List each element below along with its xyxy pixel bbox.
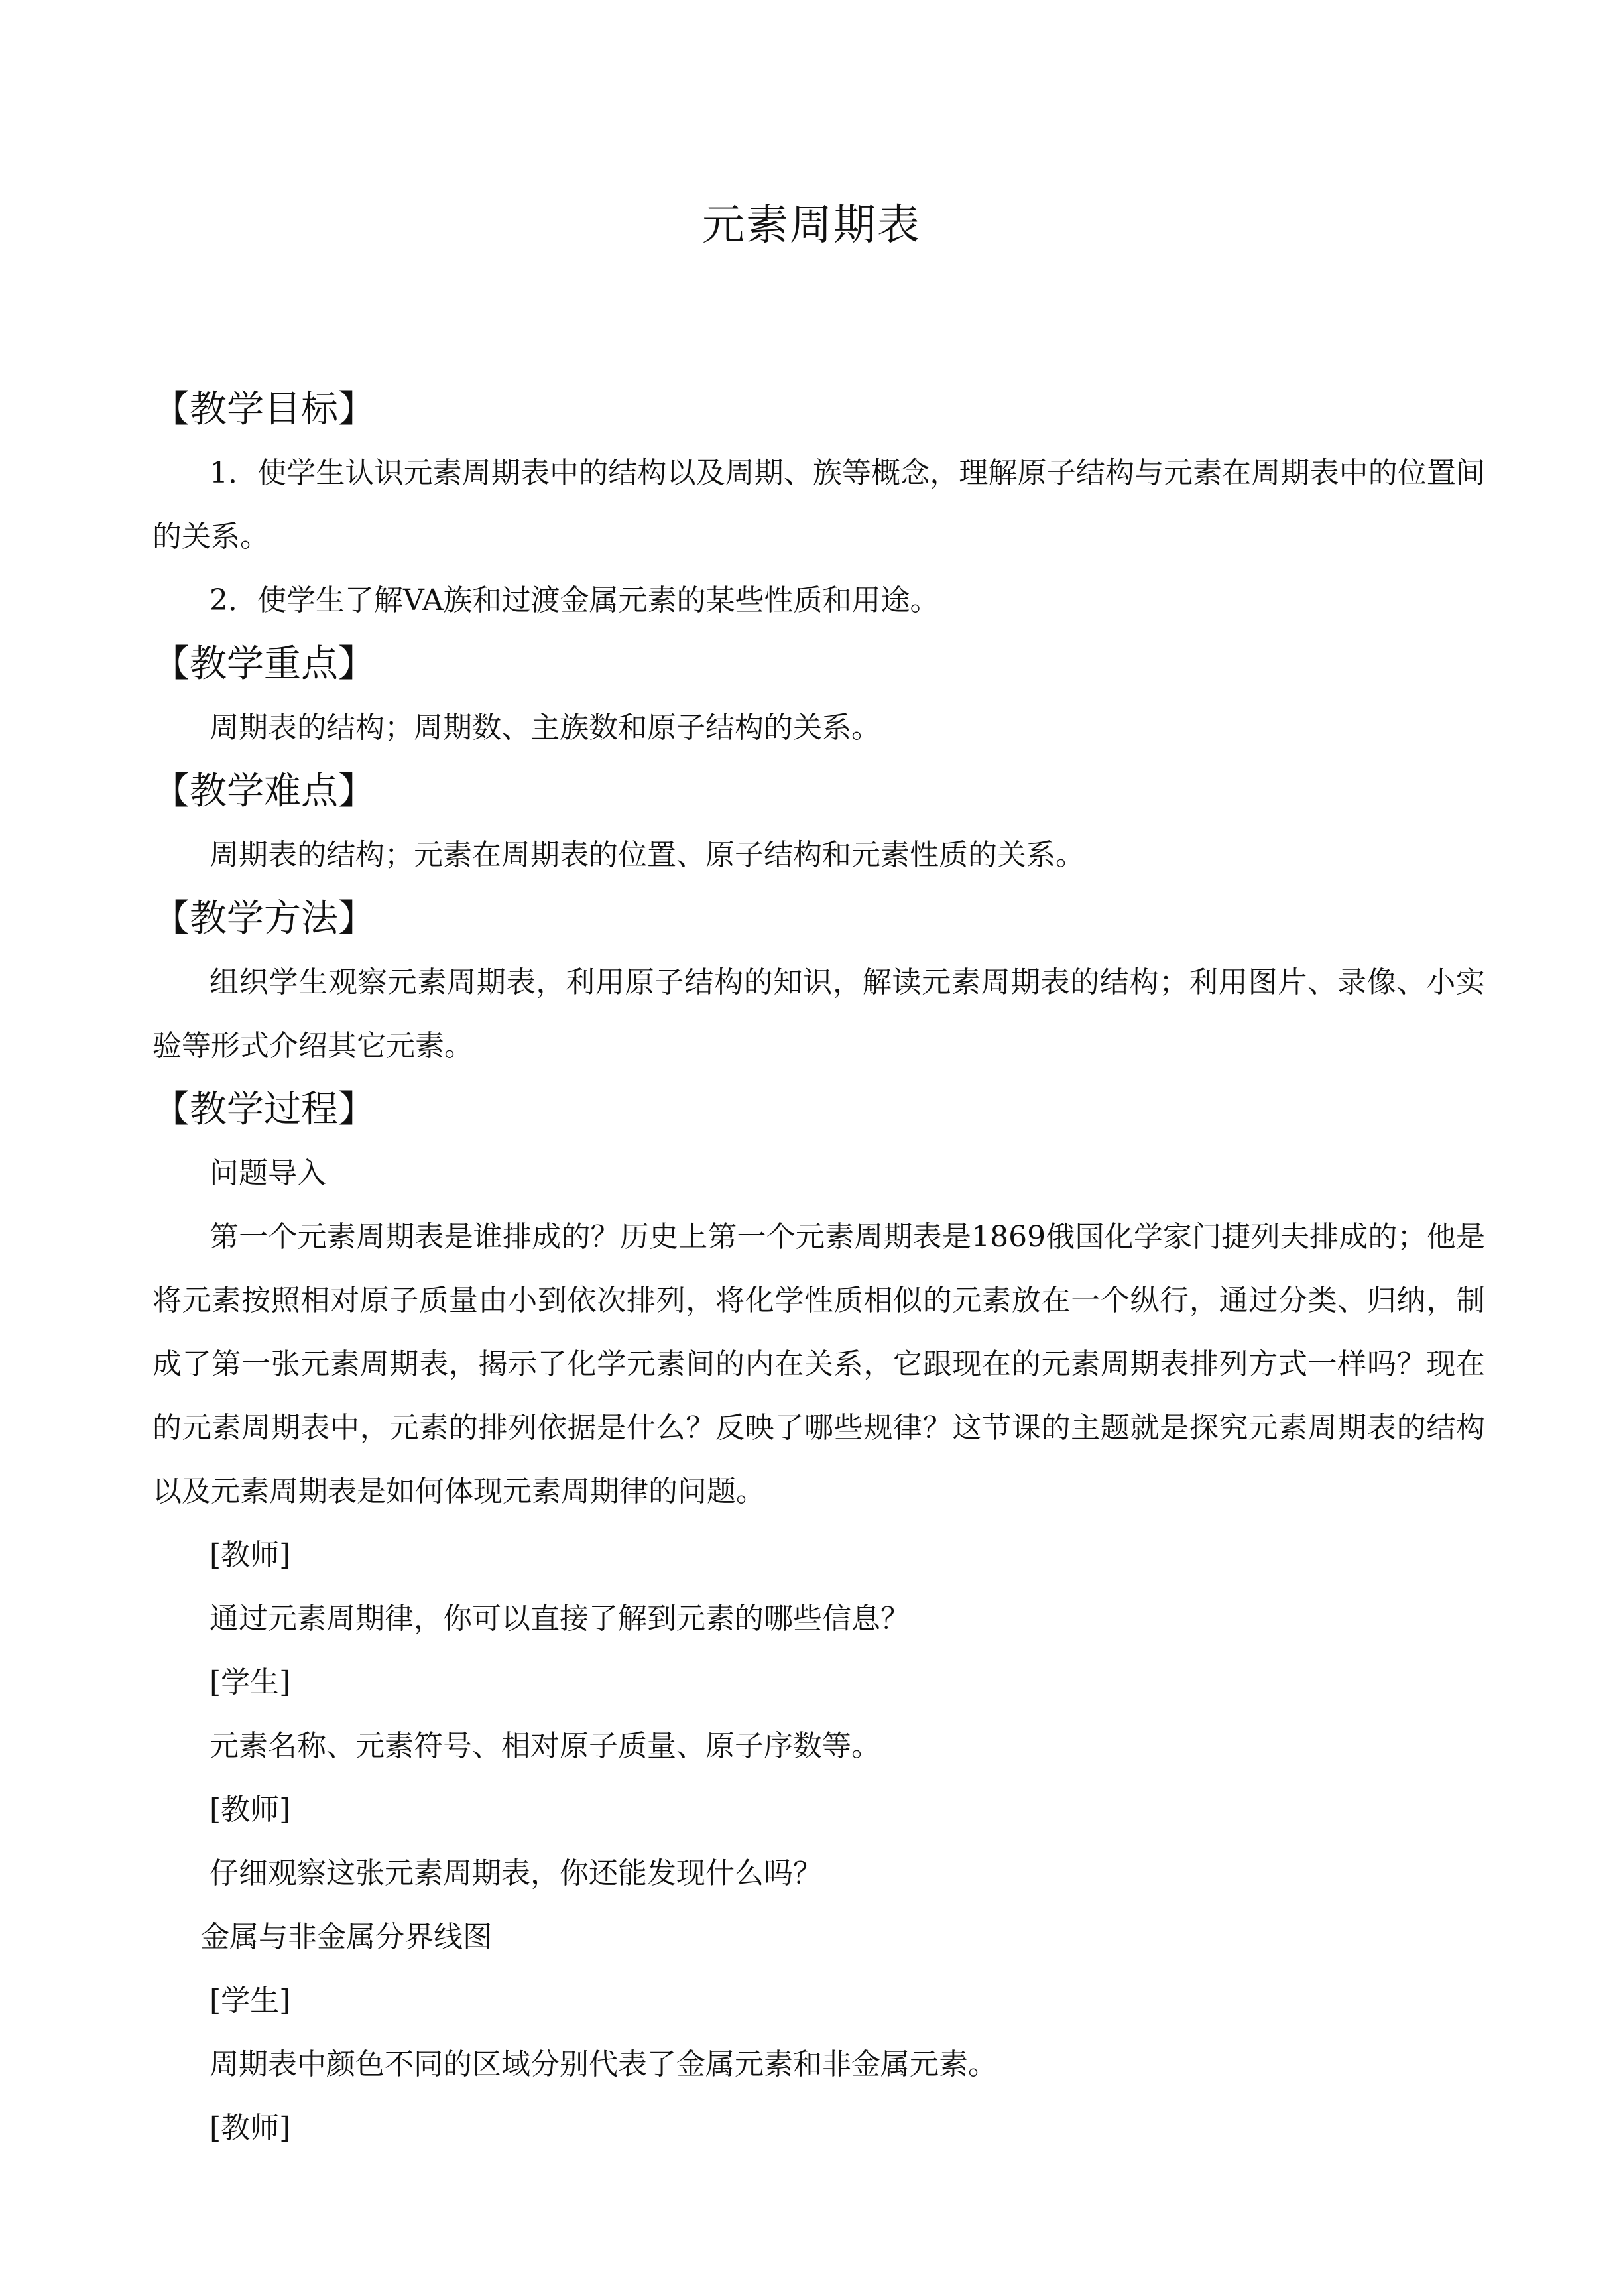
- dialogue-text: 周期表中颜色不同的区域分别代表了金属元素和非金属元素。: [210, 2047, 997, 2081]
- document-body: [152, 378, 1485, 2160]
- dialogue-role: [学生]: [210, 1665, 291, 1699]
- key-points-text: 周期表的结构；周期数、主族数和原子结构的关系。: [210, 711, 880, 745]
- page-title: 元素周期表: [702, 201, 921, 250]
- objective-item-2: 2．使学生了解VA族和过渡金属元素的某些性质和用途。: [210, 583, 939, 617]
- section-heading-objectives: 【教学目标】: [152, 388, 375, 431]
- difficulties-text: 周期表的结构；元素在周期表的位置、原子结构和元素性质的关系。: [210, 838, 1085, 872]
- section-heading-methods: 【教学方法】: [152, 897, 375, 940]
- dialogue-role: [学生]: [210, 1984, 291, 2018]
- section-heading-process: 【教学过程】: [152, 1088, 375, 1131]
- section-heading-key-points: 【教学重点】: [152, 642, 375, 686]
- dialogue-role: [教师]: [210, 1793, 291, 1827]
- dialogue-text: 通过元素周期律，你可以直接了解到元素的哪些信息？: [210, 1602, 910, 1636]
- figure-caption: 金属与非金属分界线图: [200, 1920, 492, 1954]
- dialogue-role: [教师]: [210, 1538, 291, 1572]
- dialogue-text: 元素名称、元素符号、相对原子质量、原子序数等。: [210, 1729, 880, 1763]
- dialogue-role: [教师]: [210, 2111, 291, 2145]
- intro-label: 问题导入: [210, 1156, 326, 1190]
- section-heading-difficulties: 【教学难点】: [152, 770, 375, 813]
- dialogue-text: 仔细观察这张元素周期表，你还能发现什么吗？: [210, 1856, 822, 1890]
- intro-text: 第一个元素周期表是谁排成的？历史上第一个元素周期表是1869俄国化学家门捷列夫排成的；他是将元素按照相对原子质量由小到依次排列，将化学性质相似的元素放在一个纵行，通过分类、归纳，制成了第一张元素周期表，揭示了化学元素间的内在关系，它跟现在的元素周期表排列方式一样吗？现在的元素周期表中，元素的排列依据是什么？反映了哪些规律？这节课的主题就是探究元素周期表的结构以及元素周期表是如何体现元素周期律的问题。: [152, 1220, 1485, 1508]
- objective-item-1: 1．使学生认识元素周期表中的结构以及周期、族等概念，理解原子结构与元素在周期表中的位置间的关系。: [152, 456, 1485, 554]
- methods-text: 组织学生观察元素周期表，利用原子结构的知识，解读元素周期表的结构；利用图片、录像、小实验等形式介绍其它元素。: [152, 965, 1485, 1063]
